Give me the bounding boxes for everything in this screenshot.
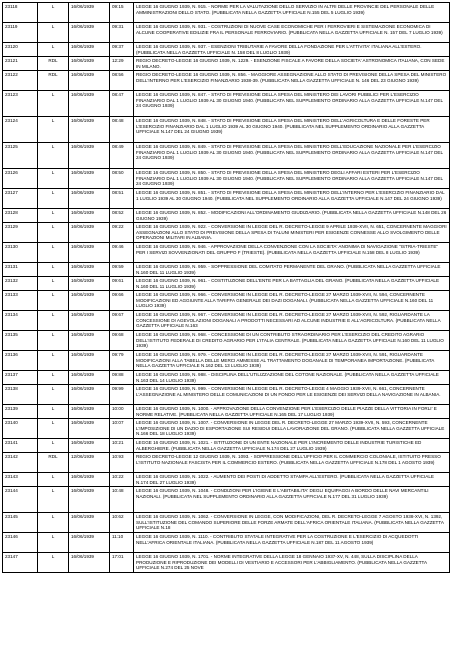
table-row [3, 513, 450, 533]
register-table-body [3, 3, 450, 573]
act-date-cell: 16/06/1939 [69, 91, 110, 117]
act-description-cell: LEGGE 16 GIUGNO 1939, N. 966. - CONVERSIONE IN LEGGE DEL R. DECRETO-LEGGE 27 MARZO 1939-XVII, N. 594, CONCERNENTE MODIFICAZIONI ED AGGIUNTE ALLA TARIFFA GENERALE DEI DAZI DOGANALI. (PUBBLICATA NELLA GAZZETTA UFFICIALE N.160 DEL 11 LUGLIO 1939) [134, 291, 450, 311]
record-number-cell: 23147 [3, 553, 38, 573]
act-type-cell: L [38, 277, 69, 291]
table-row [3, 117, 450, 143]
act-type-cell: L [38, 351, 69, 371]
table-row [3, 439, 450, 453]
table-row [3, 71, 450, 91]
act-type-cell: L [38, 553, 69, 573]
table-row [3, 91, 450, 117]
act-number-cell: 09:66 [110, 291, 134, 311]
act-number-cell: 08:56 [110, 71, 134, 91]
act-date-cell: 16/06/1939 [69, 277, 110, 291]
act-description-cell: LEGGE 16 GIUGNO 1939, N. 852. - MODIFICAZIONI ALL'ORDINAMENTO GIUDIZIARIO. (PUBBLICATA NELLA GAZZETTA UFFICIALE N.148 DEL 26 GIUGNO 1939) [134, 209, 450, 223]
act-description-cell: LEGGE 16 GIUGNO 1939, N. 967. - CONVERSIONE IN LEGGE DEL R. DECRETO-LEGGE 27 MARZO 1939-XVII, N. 592, RIGUARDANTE LA CONCESSIONE DI AGEVOLAZIONI DOGANALI A PRODOTTI NECESSARI AD ALCUNE INDUSTRIE E ALL'AGRICOLTURA. (PUBBLICATA NELLA GAZZETTA UFFICIALE N.163 [134, 311, 450, 331]
record-number-cell: 23132 [3, 277, 38, 291]
act-type-cell: L [38, 487, 69, 513]
table-row [3, 453, 450, 473]
table-row [3, 553, 450, 573]
act-type-cell: RDL [38, 57, 69, 71]
act-description-cell: LEGGE 16 GIUGNO 1939, N. 968. - CONCESSIONE DI UN CONTRIBUTO STRAORDINARIO PER L'ESERCIZIO DEL CREDITO AGRARIO DELL'ISTITUTO FEDERALE DI CREDITO AGRARIO PER L'ITALIA CENTRALE. (PUBBLICATA NELLA GAZZETTA UFFICIALE N.160 DEL 11 LUGLIO 1939) [134, 331, 450, 351]
table-row [3, 311, 450, 331]
act-description-cell: LEGGE 16 GIUGNO 1939, N. 961. - COSTITUZIONE DELL'ENTE PER LA BATTAGLIA DEL GRANO. (PUBBLICATA NELLA GAZZETTA UFFICIALE N.160 DEL 11 LUGLIO 1939) [134, 277, 450, 291]
act-number-cell: 08:49 [110, 143, 134, 169]
act-number-cell: 08:51 [110, 189, 134, 209]
record-number-cell: 23138 [3, 385, 38, 405]
act-description-cell: LEGGE 16 GIUGNO 1939, N. 1000. - APPROVAZIONE DELLA CONVENZIONE PER L'ESERCIZIO DELLE PIAZZE DELLA VITTORIA IN FORLI' E NORME RELATIVE. (PUBBLICATA NELLA GAZZETTA UFFICIALE N.165 DEL 17 LUGLIO 1939) [134, 405, 450, 419]
table-row [3, 331, 450, 351]
act-date-cell: 16/06/1939 [69, 533, 110, 553]
record-number-cell: 23121 [3, 57, 38, 71]
act-description-cell: LEGGE 16 GIUGNO 1939, N. 959. - SOPPRESSIONE DEL COMITATO PERMANENTE DEL GRANO. (PUBBLICATA NELLA GAZZETTA UFFICIALE N.160 DEL 11 LUGLIO 1939) [134, 263, 450, 277]
table-row [3, 291, 450, 311]
act-type-cell: L [38, 3, 69, 23]
act-date-cell: 16/06/1939 [69, 331, 110, 351]
record-number-cell: 23140 [3, 419, 38, 439]
record-number-cell: 23146 [3, 533, 38, 553]
act-date-cell: 16/06/1939 [69, 553, 110, 573]
act-number-cell: 09:61 [110, 277, 134, 291]
act-number-cell: 10:22 [110, 473, 134, 487]
table-row [3, 243, 450, 263]
act-type-cell: L [38, 331, 69, 351]
act-date-cell: 16/06/1939 [69, 473, 110, 487]
act-description-cell: LEGGE 16 GIUGNO 1939, N. 979. - CONVERSIONE IN LEGGE DEL R. DECRETO-LEGGE 27 MARZO 1939-XVII, N. 591, RIGUARDANTE MODIFICAZIONI ALLA TABELLA DELLE MERCI AMMESSE AL TRATTAMENTO DOGANALE DI TEMPORANEA IMPORTAZIONE. (PUBBLICATA NELLA GAZZETTA UFFICIALE N.162 DEL 13 LUGLIO 1939) [134, 351, 450, 371]
table-row [3, 223, 450, 243]
table-row [3, 209, 450, 223]
act-date-cell: 16/06/1939 [69, 209, 110, 223]
act-type-cell: L [38, 189, 69, 209]
record-number-cell: 23123 [3, 91, 38, 117]
record-number-cell: 23122 [3, 71, 38, 91]
table-row [3, 419, 450, 439]
table-row [3, 277, 450, 291]
table-row [3, 351, 450, 371]
record-number-cell: 23134 [3, 311, 38, 331]
act-number-cell: 08:50 [110, 169, 134, 189]
act-type-cell: L [38, 405, 69, 419]
act-date-cell: 16/06/1939 [69, 189, 110, 209]
act-description-cell: LEGGE 16 GIUGNO 1939, N. 937. - ESENZIONI TRIBUTARIE A FAVORE DELLA FONDAZIONE PER L'ATTIVITA' ITALIANA ALL'ESTERO. (PUBBLICATA NELLA GAZZETTA UFFICIALE N. 158 DEL 8 LUGLIO 1939) [134, 43, 450, 57]
act-description-cell: LEGGE 16 GIUGNO 1939, N. 1110. - CONTRIBUTO STATALE INTEGRATIVE PER LA COSTRUZIONE E L'ESERCIZIO DI ACQUEDOTTI NELL'AFRICA ORIENTALE ITALIANA. (PUBBLICATA NELLA GAZZETTA UFFICIALE N.187 DEL 11 AGOSTO 1939) [134, 533, 450, 553]
act-date-cell: 16/06/1939 [69, 311, 110, 331]
act-date-cell: 16/06/1939 [69, 487, 110, 513]
table-row [3, 3, 450, 23]
table-row [3, 57, 450, 71]
act-type-cell: RDL [38, 71, 69, 91]
act-number-cell: 09:88 [110, 371, 134, 385]
table-row [3, 533, 450, 553]
act-description-cell: LEGGE 16 GIUGNO 1939, N. 946. - APPROVAZIONE DELLA CONVENZIONE CON LA SOCIETA' ANONIMA DI NAVIGAZIONE "ISTRIA-TRIESTE" PER I SERVIZI SOVVENZIONATI DEL GRUPPO F (TRIESTE). (PUBBLICATA NELLA GAZZETTA UFFICIALE N.158 DEL 8 LUGLIO 1939) [134, 243, 450, 263]
act-type-cell: L [38, 143, 69, 169]
act-date-cell: 16/06/1939 [69, 263, 110, 277]
act-type-cell: L [38, 311, 69, 331]
act-description-cell: LEGGE 16 GIUGNO 1939, N. 931. - COSTRUZIONI DI NUOVE CASE ECONOMICHE PER I FERROVIERI E SISTEMAZIONE ECONOMICA DI ALCUNE COOPERATIVE EDILIZIE FRA IL PERSONALE FERROVIARIO. (PUBBLICATA NELLA GAZZETTA UFFICIALE N. 157 DEL 7 LUGLIO 1939) [134, 23, 450, 43]
act-number-cell: 10:07 [110, 419, 134, 439]
act-type-cell: L [38, 243, 69, 263]
act-type-cell: L [38, 371, 69, 385]
record-number-cell: 23124 [3, 117, 38, 143]
act-date-cell: 16/06/1939 [69, 117, 110, 143]
record-number-cell: 23142 [3, 453, 38, 473]
act-number-cell: 10:93 [110, 453, 134, 473]
act-number-cell: 09:46 [110, 243, 134, 263]
act-number-cell: 09:15 [110, 3, 134, 23]
act-description-cell: LEGGE 16 GIUGNO 1939, N. 850. - STATO DI PREVISIONE DELLA SPESA DEL MINISTERO DEGLI AFFARI ESTERI PER L'ESERCIZIO FINANZIARIO DAL 1 LUGLIO 1939 AL 30 GIUGNO 1940. (PUBBLICATA NEL SUPPLEMENTO ORDINARIO ALLA GAZZETTA UFFICIALE N.147 DEL 24 GIUGNO 1939) [134, 169, 450, 189]
act-description-cell: LEGGE 16 GIUGNO 1939, N. 1048. - CONDIZIONI PER L'IGIENE E L'ABITABILITA' DEGLI EQUIPAGGI A BORDO DELLE NAVI MERCANTILI NAZIONALI. (PUBBLICATA NEL SUPPLEMENTO ORDINARIO ALLA GAZZETTA UFFICIALE N.177 DEL 31 LUGLIO 1939) [134, 487, 450, 513]
act-type-cell: L [38, 419, 69, 439]
record-number-cell: 23118 [3, 3, 38, 23]
act-number-cell: 09:31 [110, 23, 134, 43]
record-number-cell: 23139 [3, 405, 38, 419]
act-number-cell: 10:21 [110, 439, 134, 453]
act-date-cell: 16/06/1939 [69, 169, 110, 189]
act-date-cell: 16/06/1939 [69, 439, 110, 453]
act-number-cell: 17:01 [110, 553, 134, 573]
act-date-cell: 16/06/1939 [69, 3, 110, 23]
record-number-cell: 23135 [3, 331, 38, 351]
record-number-cell: 23120 [3, 43, 38, 57]
act-number-cell: 08:47 [110, 91, 134, 117]
act-description-cell: LEGGE 16 GIUGNO 1939, N. 1062. - CONVERSIONE IN LEGGE, CON MODIFICAZIONI, DEL R. DECRETO-LEGGE 7 AGOSTO 1938-XVI, N. 1392, SULL'ISTITUZIONE DEL COMANDO SUPERIORE DELLE FORZE ARMATE DELL'AFRICA ORIENTALE ITALIANA. (PUBBLICATA NELLA GAZZETTA UFFICIALE N.18 [134, 513, 450, 533]
act-description-cell: REGIO DECRETO-LEGGE 12 GIUGNO 1939, N. 1093. - SOPPRESSIONE DELL'UFFICIO PER IL COMMERCIO COLONIALE, ISTITUITO PRESSO L'ISTITUTO NAZIONALE FASCISTA PER IL COMMERCIO ESTERO. (PUBBLICATA NELLA GAZZETTA UFFICIALE N.178 DEL 1 AGOSTO 1939) [134, 453, 450, 473]
record-number-cell: 23125 [3, 143, 38, 169]
act-description-cell: LEGGE 16 GIUGNO 1939, N. 847. - STATO DI PREVISIONE DELLA SPESA DEL MINISTERO DEI LAVORI PUBBLICI PER L'ESERCIZIO FINANZIARIO DAL 1 LUGLIO 1939 AL 30 GIUGNO 1940. (PUBBLICATA NEL SUPPLEMENTO ORDINARIO ALLA GAZZETTA UFFICIALE N.147 DEL 24 GIUGNO 1939) [134, 91, 450, 117]
act-number-cell: 11:10 [110, 533, 134, 553]
record-number-cell: 23136 [3, 351, 38, 371]
act-number-cell: 09:59 [110, 263, 134, 277]
act-type-cell: L [38, 223, 69, 243]
table-row [3, 43, 450, 57]
act-type-cell: L [38, 117, 69, 143]
act-description-cell: LEGGE 16 GIUGNO 1939, N. 848. - STATO DI PREVISIONE DELLA SPESA DEL MINISTERO DELL'AGRICOLTURA E DELLE FORESTE PER L'ESERCIZIO FINANZIARIO DAL 1 LUGLIO 1939 AL 30 GIUGNO 1940. (PUBBLICATA NEL SUPPLEMENTO ORDINARIO ALLA GAZZETTA UFFICIALE N.147 DEL 24 GIUGNO 1939) [134, 117, 450, 143]
act-number-cell: 09:79 [110, 351, 134, 371]
act-number-cell: 10:48 [110, 487, 134, 513]
table-row [3, 385, 450, 405]
act-type-cell: L [38, 473, 69, 487]
act-number-cell: 08:52 [110, 209, 134, 223]
act-date-cell: 16/06/1939 [69, 57, 110, 71]
act-date-cell: 16/06/1939 [69, 385, 110, 405]
table-row [3, 473, 450, 487]
table-row [3, 143, 450, 169]
act-number-cell: 09:37 [110, 43, 134, 57]
act-type-cell: L [38, 439, 69, 453]
act-number-cell: 10:62 [110, 513, 134, 533]
act-description-cell: LEGGE 16 GIUGNO 1939, N. 922. - CONVERSIONE IN LEGGE DEL R. DECRETO-LEGGE 9 APRILE 1939-XVII, N. 651, CONCERNENTE MAGGIORI ASSEGNAZIONI ALLO STATO DI PREVISIONE DELLA SPESA DI TALUNI MINISTERI PER ESIGENZE CONNESSE ALLO SVOLGIMENTO DELLE OPERAZIONI MILITARI IN ALBANIA. [134, 223, 450, 243]
act-date-cell: 16/06/1939 [69, 513, 110, 533]
act-date-cell: 16/06/1939 [69, 223, 110, 243]
record-number-cell: 23144 [3, 487, 38, 513]
table-row [3, 487, 450, 513]
act-description-cell: LEGGE 16 GIUGNO 1939, N. 1007. - CONVERSIONE IN LEGGE DEL R. DECRETO-LEGGE 27 MARZO 1939-XVII, N. 593, CONCERNENTE L'IMPOSIZIONE DI UN DAZIO DI ESPORTAZIONE SUI RESIDUI DELLA LAVORAZIONE DEL GRANO. (PUBBLICATA NELLA GAZZETTA UFFICIALE N.166 DEL 18 LUGLIO 1939) [134, 419, 450, 439]
act-description-cell: LEGGE 16 GIUGNO 1939, N. 849. - STATO DI PREVISIONE DELLA SPESA DEL MINISTERO DELL'EDUCAZIONE NAZIONALE PER L'ESERCIZIO FINANZIARIO DAL 1 LUGLIO 1939 AL 30 GIUGNO 1940. (PUBBLICATA NEL SUPPLEMENTO ORDINARIO ALLA GAZZETTA UFFICIALE N.147 DEL 24 GIUGNO 1939) [134, 143, 450, 169]
act-number-cell: 09:22 [110, 223, 134, 243]
table-row [3, 371, 450, 385]
act-number-cell: 08:48 [110, 117, 134, 143]
act-date-cell: 16/06/1939 [69, 351, 110, 371]
act-description-cell: REGIO DECRETO-LEGGE 16 GIUGNO 1939, N. 856. - MAGGIORE ASSEGNAZIONE ALLO STATO DI PREVISIONE DELLA SPESA DEL MINISTERO DELL'INTERNO PER L'ESERCIZIO FINANZIARIO 1938-39. (PUBBLICATA NELLA GAZZETTA UFFICIALE N. 146 DEL 23 GIUGNO 1939) [134, 71, 450, 91]
record-number-cell: 23137 [3, 371, 38, 385]
act-type-cell: L [38, 533, 69, 553]
act-type-cell: L [38, 43, 69, 57]
act-type-cell: L [38, 291, 69, 311]
act-description-cell: LEGGE 16 GIUGNO 1939, N. 988. - DISCIPLINA DELL'UTILIZZAZIONE DEL COTONE NAZIONALE. (PUBBLICATA NELLA GAZZETTA UFFICIALE N.163 DEL 14 LUGLIO 1939) [134, 371, 450, 385]
table-row [3, 169, 450, 189]
table-row [3, 263, 450, 277]
table-row [3, 189, 450, 209]
act-number-cell: 09:99 [110, 385, 134, 405]
act-date-cell: 16/06/1939 [69, 243, 110, 263]
act-type-cell: L [38, 209, 69, 223]
act-type-cell: RDL [38, 453, 69, 473]
record-number-cell: 23131 [3, 263, 38, 277]
act-description-cell: LEGGE 16 GIUGNO 1939, N. 1022. - AUMENTO DEI POSTI DI ADDETTO STAMPA ALL'ESTERO. (PUBBLICATA NELLA GAZZETTA UFFICIALE N.174 DEL 27 LUGLIO 1939) [134, 473, 450, 487]
act-number-cell: 09:68 [110, 331, 134, 351]
act-date-cell: 16/06/1939 [69, 291, 110, 311]
act-date-cell: 16/06/1939 [69, 71, 110, 91]
record-number-cell: 23130 [3, 243, 38, 263]
record-number-cell: 23126 [3, 169, 38, 189]
act-date-cell: 16/06/1939 [69, 143, 110, 169]
act-type-cell: L [38, 91, 69, 117]
act-date-cell: 16/06/1939 [69, 371, 110, 385]
act-date-cell: 16/06/1939 [69, 419, 110, 439]
register-table [2, 2, 450, 573]
record-number-cell: 23133 [3, 291, 38, 311]
record-number-cell: 23128 [3, 209, 38, 223]
table-row [3, 405, 450, 419]
act-description-cell: LEGGE 16 GIUGNO 1939, N. 915. - NORME PER LA VALUTAZIONE DELLO SERVIZIO IN ALTRI DELLE PROVINCIE DEL PERSONALE DELLE AMMINISTRAZIONI DELLO STATO. (PUBBLICATA NELLA GAZZETTA UFFICIALE N.155 DEL 5 LUGLIO 1939) [134, 3, 450, 23]
record-number-cell: 23141 [3, 439, 38, 453]
act-date-cell: 12/06/1939 [69, 453, 110, 473]
act-number-cell: 09:67 [110, 311, 134, 331]
act-type-cell: L [38, 385, 69, 405]
act-description-cell: LEGGE 16 GIUGNO 1939, N. 1701. - NORME INTEGRATIVE DELLA LEGGE 18 GENNAIO 1937-XV, N. 448, SULLA DISCIPLINA DELLA PRODUZIONE E RIPRODUZIONE DEI MODELLI DI VESTIARIO E ACCESSORI PER L'ABBIGLIAMENTO. (PUBBLICATA NELLA GAZZETTA UFFICIALE N.274 DEL 25 NOVE [134, 553, 450, 573]
record-number-cell: 23145 [3, 513, 38, 533]
act-date-cell: 16/06/1939 [69, 405, 110, 419]
act-description-cell: LEGGE 16 GIUGNO 1939, N. 999. - CONVERSIONE IN LEGGE DEL R. DECRETO-LEGGE 4 MAGGIO 1939-XVII, N. 661, CONCERNENTE L'ASSEGNAZIONE AL MINISTERO DELLE COMUNICAZIONI DI UN FONDO PER LE ESIGENZE DEI SERVIZI DELLA NAVIGAZIONE IN ALBANIA. [134, 385, 450, 405]
record-number-cell: 23119 [3, 23, 38, 43]
act-description-cell: LEGGE 16 GIUGNO 1939, N. 851. - STATO DI PREVISIONE DELLA SPESA DEL MINISTERO DELL'INTERNO PER L'ESERCIZIO FINANZIARIO DAL 1 LUGLIO 1939 AL 30 GIUGNO 1940. (PUBBLICATA NEL SUPPLEMENTO ORDINARIO ALLA GAZZETTA UFFICIALE N.147 DEL 24 GIUGNO 1939) [134, 189, 450, 209]
act-type-cell: L [38, 169, 69, 189]
act-number-cell: 10:00 [110, 405, 134, 419]
record-number-cell: 23127 [3, 189, 38, 209]
act-description-cell: LEGGE 16 GIUGNO 1939, N. 1021. - ISTITUZIONE DI UN ENTE NAZIONALE PER L'INCREMENTO DELLE INDUSTRIE TURISTICHE ED ALBERGHIERE. (PUBBLICATA NELLA GAZZETTA UFFICIALE N.174 DEL 27 LUGLIO 1939) [134, 439, 450, 453]
record-number-cell: 23129 [3, 223, 38, 243]
record-number-cell: 23143 [3, 473, 38, 487]
act-type-cell: L [38, 263, 69, 277]
act-description-cell: REGIO DECRETO-LEGGE 16 GIUGNO 1939, N. 1229. - ESENZIONE FISCALE A FAVORE DELLA SOCIETA' ASTRONOMICA ITALIANA, CON SEDE IN MILANO. [134, 57, 450, 71]
act-number-cell: 12:29 [110, 57, 134, 71]
act-type-cell: L [38, 23, 69, 43]
table-row [3, 23, 450, 43]
act-date-cell: 16/06/1939 [69, 23, 110, 43]
act-type-cell: L [38, 513, 69, 533]
act-date-cell: 16/06/1939 [69, 43, 110, 57]
